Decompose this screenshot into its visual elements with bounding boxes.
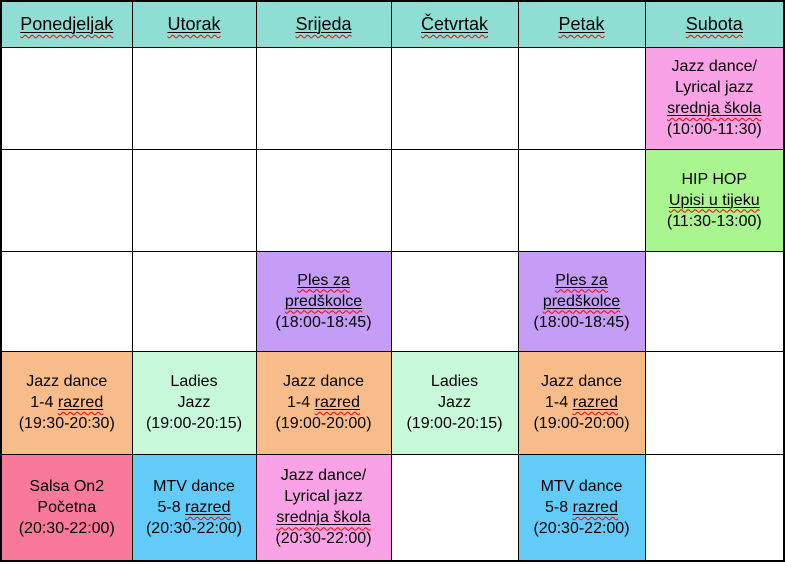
class-block	[518, 454, 645, 561]
class-block-line	[392, 413, 518, 434]
squiggle-underline-text: Petak	[558, 13, 605, 34]
squiggle-underline-text: Upisi u tijeku	[668, 191, 760, 209]
text-segment: Jazz	[438, 394, 471, 411]
text-segment: Ladies	[170, 373, 218, 390]
class-block-line	[133, 392, 256, 413]
class-block-line	[519, 518, 645, 539]
schedule-row	[1, 149, 784, 251]
squiggle-underline-text: razred	[572, 394, 618, 411]
class-block-line	[646, 119, 784, 140]
text-segment: MTV dance	[540, 477, 623, 495]
empty-cell	[256, 149, 391, 251]
class-block-line	[257, 486, 391, 507]
day-header	[132, 1, 256, 47]
class-block-line	[519, 413, 645, 434]
class-block-line	[519, 497, 645, 518]
class-block-line	[519, 270, 645, 291]
squiggle-underline-text: razred	[57, 394, 104, 411]
empty-cell	[256, 47, 391, 149]
misspelled-word	[167, 14, 220, 34]
misspelled-word	[295, 14, 351, 34]
class-block-line	[519, 312, 645, 333]
text-segment: 5-8	[157, 498, 186, 516]
text-segment: 1-4	[545, 394, 573, 411]
class-block-line	[646, 211, 784, 232]
class-block-line	[2, 518, 132, 539]
class-block-line	[646, 77, 784, 98]
schedule-row	[1, 47, 784, 149]
empty-cell	[645, 351, 784, 454]
class-block-line	[392, 392, 518, 413]
misspelled-word	[573, 499, 618, 516]
class-block	[256, 351, 391, 454]
empty-cell	[518, 149, 645, 251]
day-header	[518, 1, 645, 47]
text-segment: Jazz dance	[541, 373, 622, 390]
squiggle-underline-text: Srijeda	[295, 13, 352, 34]
empty-cell	[391, 251, 518, 351]
text-segment: (19:00-20:00)	[275, 415, 372, 432]
text-segment: (20:30-22:00)	[145, 519, 243, 537]
class-block-line	[257, 465, 391, 486]
squiggle-underline-text: Četvrtak	[420, 13, 489, 34]
class-block-line	[519, 392, 645, 413]
text-segment: Jazz	[177, 394, 211, 411]
class-block-line	[257, 392, 391, 413]
class-block-line	[133, 371, 256, 392]
misspelled-word	[315, 394, 360, 411]
text-segment: Jazz dance/	[280, 467, 367, 485]
class-block-line	[2, 497, 132, 518]
class-block-line	[519, 371, 645, 392]
empty-cell	[1, 149, 132, 251]
class-block-line	[257, 528, 391, 549]
text-segment: (18:00-18:45)	[533, 313, 630, 331]
misspelled-word	[297, 272, 349, 289]
class-block	[518, 351, 645, 454]
class-block-line	[133, 476, 256, 497]
misspelled-word	[573, 394, 618, 411]
class-block-line	[2, 371, 132, 392]
text-segment: MTV dance	[153, 477, 235, 495]
empty-cell	[1, 47, 132, 149]
class-block-line	[133, 497, 256, 518]
class-block-line	[133, 518, 256, 539]
misspelled-word	[667, 100, 761, 117]
class-block-line	[2, 413, 132, 434]
class-block-line	[646, 169, 784, 190]
squiggle-underline-text: Subota	[685, 13, 743, 34]
class-block-line	[2, 476, 132, 497]
misspelled-word	[558, 14, 604, 34]
class-block	[132, 454, 256, 561]
class-block	[645, 47, 784, 149]
empty-cell	[518, 47, 645, 149]
empty-cell	[391, 47, 518, 149]
squiggle-underline-text: Ples za	[297, 271, 350, 289]
text-segment: (20:30-22:00)	[18, 519, 115, 537]
squiggle-underline-text: predškolce	[542, 292, 621, 310]
empty-cell	[645, 454, 784, 561]
class-block	[645, 149, 784, 251]
class-block	[256, 251, 391, 351]
misspelled-word	[185, 499, 230, 516]
text-segment: (20:30-22:00)	[275, 530, 372, 548]
schedule-body	[1, 1, 784, 561]
text-segment: Jazz dance	[283, 373, 364, 390]
squiggle-underline-text: Ponedjeljak	[20, 13, 114, 34]
empty-cell	[645, 251, 784, 351]
misspelled-word	[543, 293, 620, 310]
text-segment: Jazz dance/	[671, 58, 757, 75]
class-block-line	[646, 190, 784, 211]
class-block	[518, 251, 645, 351]
empty-cell	[391, 149, 518, 251]
text-segment: Lyrical jazz	[674, 79, 754, 96]
class-block-line	[2, 392, 132, 413]
class-block-line	[133, 413, 256, 434]
empty-cell	[132, 149, 256, 251]
day-header	[645, 1, 784, 47]
text-segment: 1-4	[287, 394, 315, 411]
schedule-row	[1, 351, 784, 454]
misspelled-word	[669, 192, 760, 209]
empty-cell	[132, 47, 256, 149]
text-segment: Lyrical jazz	[284, 488, 363, 506]
squiggle-underline-text: razred	[185, 498, 231, 516]
class-block-line	[646, 98, 784, 119]
day-header	[391, 1, 518, 47]
class-block-line	[257, 413, 391, 434]
class-block-line	[392, 371, 518, 392]
class-block	[132, 351, 256, 454]
misspelled-word	[20, 14, 113, 34]
text-segment: 5-8	[545, 498, 573, 516]
squiggle-underline-text: srednja škola	[276, 509, 371, 527]
squiggle-underline-text: srednja škola	[667, 100, 762, 117]
misspelled-word	[276, 509, 370, 526]
class-block-line	[257, 270, 391, 291]
text-segment: Jazz dance	[26, 373, 108, 390]
text-segment: Ladies	[430, 373, 479, 390]
header-row	[1, 1, 784, 47]
class-block	[1, 454, 132, 561]
schedule-row	[1, 251, 784, 351]
text-segment: HIP HOP	[681, 170, 747, 188]
text-segment: (19:00-20:00)	[533, 415, 630, 432]
day-header	[1, 1, 132, 47]
text-segment: (19:30-20:30)	[18, 415, 115, 432]
text-segment: (10:00-11:30)	[666, 121, 762, 138]
empty-cell	[1, 251, 132, 351]
empty-cell	[132, 251, 256, 351]
class-block-line	[519, 476, 645, 497]
squiggle-underline-text: predškolce	[284, 292, 363, 310]
text-segment: Salsa On2	[29, 477, 105, 495]
class-block	[256, 454, 391, 561]
squiggle-underline-text: Ples za	[555, 271, 608, 289]
misspelled-word	[686, 14, 743, 34]
text-segment: (18:00-18:45)	[275, 313, 372, 331]
class-block-line	[519, 291, 645, 312]
class-block-line	[257, 371, 391, 392]
misspelled-word	[555, 272, 607, 289]
squiggle-underline-text: razred	[314, 394, 360, 411]
class-block-line	[646, 56, 784, 77]
class-block-line	[257, 507, 391, 528]
misspelled-word	[421, 14, 488, 34]
class-block-line	[257, 291, 391, 312]
day-header	[256, 1, 391, 47]
text-segment: (11:30-13:00)	[666, 212, 762, 230]
text-segment: (19:00-20:15)	[406, 415, 503, 432]
empty-cell	[391, 454, 518, 561]
class-block	[391, 351, 518, 454]
text-segment: (19:00-20:15)	[145, 415, 243, 432]
class-block	[1, 351, 132, 454]
text-segment: Početna	[37, 498, 97, 516]
misspelled-word	[285, 293, 362, 310]
squiggle-underline-text: Utorak	[167, 13, 221, 34]
class-block-line	[257, 312, 391, 333]
schedule-row	[1, 454, 784, 561]
squiggle-underline-text: razred	[572, 498, 618, 516]
misspelled-word	[58, 394, 103, 411]
text-segment: 1-4	[30, 394, 58, 411]
text-segment: (20:30-22:00)	[533, 519, 630, 537]
